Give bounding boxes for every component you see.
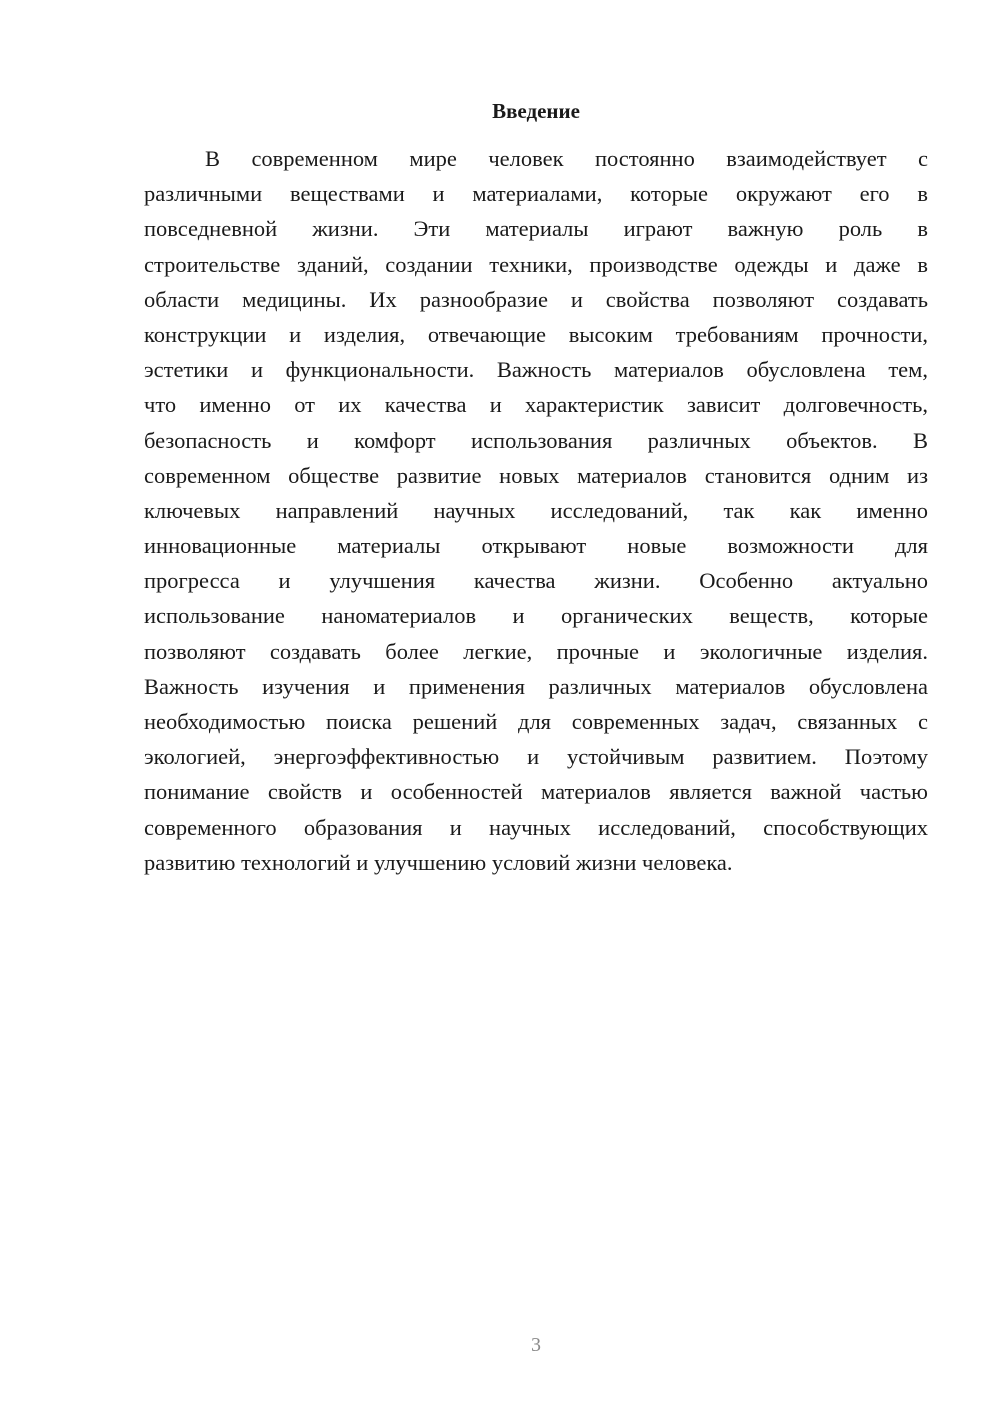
page-number: 3 — [531, 1334, 541, 1356]
section-title: Введение — [492, 99, 580, 123]
paragraph-line: экологией, энергоэффективностью и устойчивым развитием. Поэтому — [144, 744, 928, 770]
paragraph-line: прогресса и улучшения качества жизни. Особенно актуально — [144, 568, 928, 594]
paragraph-line: позволяют создавать более легкие, прочные и экологичные изделия. — [144, 638, 928, 664]
paragraph-line: современном обществе развитие новых материалов становится одним из — [144, 462, 928, 488]
paragraph-line: различными веществами и материалами, которые окружают его в — [144, 181, 928, 207]
paragraph-line: повседневной жизни. Эти материалы играют важную роль в — [144, 216, 928, 242]
paragraph-line: инновационные материалы открывают новые возможности для — [144, 533, 928, 559]
paragraph-line: безопасность и комфорт использования различных объектов. В — [144, 427, 928, 453]
paragraph-line: необходимостью поиска решений для современных задач, связанных с — [144, 709, 928, 734]
paragraph-line: современного образования и научных исследований, способствующих — [144, 814, 928, 840]
paragraph-line: развитию технологий и улучшению условий жизни человека. — [144, 849, 733, 875]
paragraph-line: эстетики и функциональности. Важность материалов обусловлена тем, — [144, 357, 928, 383]
introduction-paragraph — [144, 141, 928, 880]
paragraph-line: строительстве зданий, создании техники, производстве одежды и даже в — [144, 251, 928, 277]
paragraph-line: понимание свойств и особенностей материалов является важной частью — [144, 779, 928, 805]
paragraph-line: В современном мире человек постоянно взаимодействует с — [205, 146, 928, 171]
paragraph-line: что именно от их качества и характеристик зависит долговечность, — [144, 392, 928, 418]
paragraph-line: Важность изучения и применения различных материалов обусловлена — [144, 673, 928, 699]
paragraph-line: использование наноматериалов и органических веществ, которые — [144, 603, 928, 629]
paragraph-line: конструкции и изделия, отвечающие высоким требованиям прочности, — [144, 321, 928, 347]
paragraph-line: ключевых направлений научных исследований, так как именно — [144, 497, 928, 523]
paragraph-line: области медицины. Их разнообразие и свойства позволяют создавать — [144, 286, 928, 312]
